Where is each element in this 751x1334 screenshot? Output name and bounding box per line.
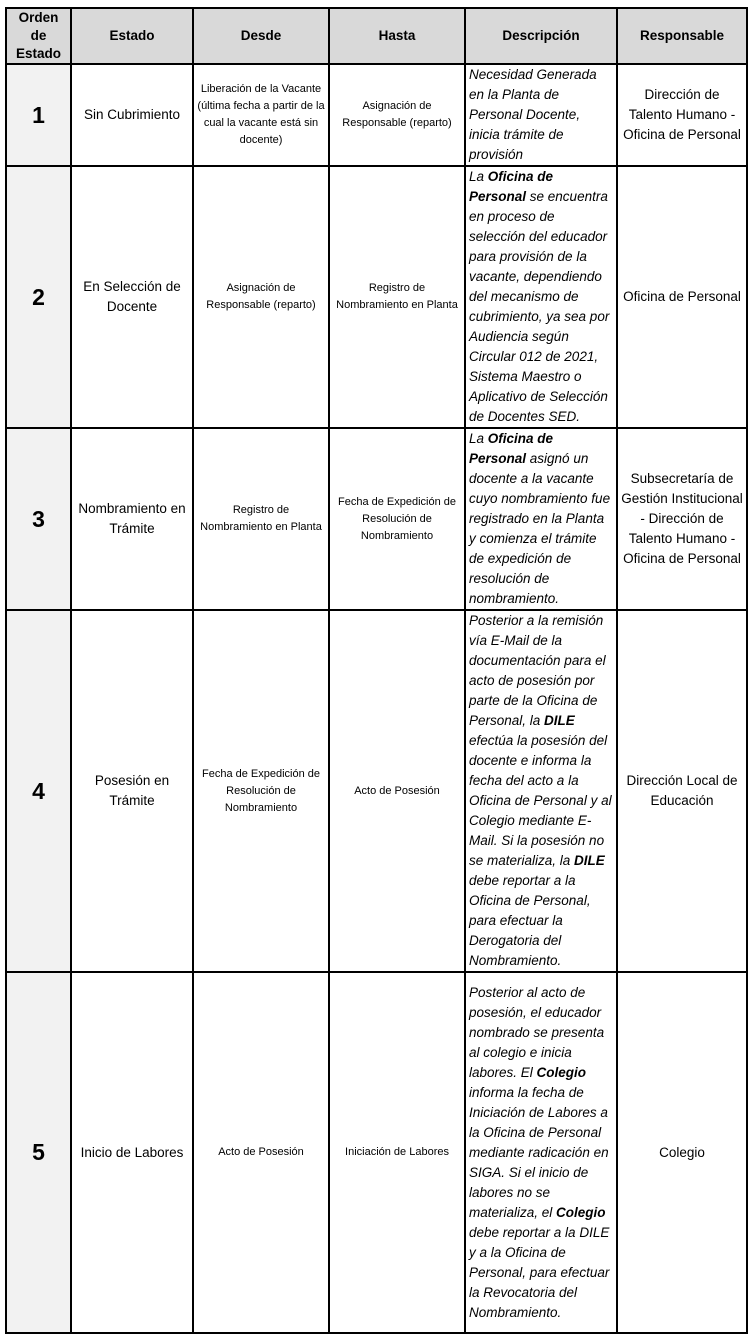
emphasis-text: Oficina de Personal	[469, 169, 554, 204]
hasta-cell: Acto de Posesión	[329, 610, 465, 972]
desde-cell: Liberación de la Vacante (última fecha a partir de la cual la vacante está sin docente)	[193, 64, 329, 166]
hasta-cell: Registro de Nombramiento en Planta	[329, 166, 465, 428]
table-header	[6, 8, 747, 64]
estados-table	[5, 7, 748, 1334]
orden-cell: 3	[6, 428, 71, 610]
table-row	[6, 166, 747, 428]
table-row	[6, 428, 747, 610]
table-body	[6, 64, 747, 1333]
estado-cell: Inicio de Labores	[71, 972, 193, 1333]
estado-cell: Posesión en Trámite	[71, 610, 193, 972]
hasta-cell: Asignación de Responsable (reparto)	[329, 64, 465, 166]
header-hasta: Hasta	[329, 8, 465, 64]
orden-cell: 5	[6, 972, 71, 1333]
header-estado: Estado	[71, 8, 193, 64]
responsable-cell: Dirección de Talento Humano - Oficina de Personal	[617, 64, 747, 166]
header-responsable: Responsable	[617, 8, 747, 64]
table-row	[6, 610, 747, 972]
desde-cell: Fecha de Expedición de Resolución de Nombramiento	[193, 610, 329, 972]
orden-cell: 2	[6, 166, 71, 428]
desde-cell: Asignación de Responsable (reparto)	[193, 166, 329, 428]
hasta-cell: Iniciación de Labores	[329, 972, 465, 1333]
emphasis-text: Oficina de Personal	[469, 431, 554, 466]
estado-cell: Sin Cubrimiento	[71, 64, 193, 166]
descripcion-cell: Posterior al acto de posesión, el educador nombrado se presenta al colegio e inicia labores. El Colegio informa la fecha de Iniciación de Labores a la Oficina de Personal mediante radicación en SIGA. Si el inicio de labores no se materializa, el Colegio debe reportar a la DILE y a la Oficina de Personal, para efectuar la Revocatoria del Nombramiento.	[465, 972, 617, 1333]
responsable-cell: Dirección Local de Educación	[617, 610, 747, 972]
responsable-cell: Oficina de Personal	[617, 166, 747, 428]
header-descripcion: Descripción	[465, 8, 617, 64]
desde-cell: Registro de Nombramiento en Planta	[193, 428, 329, 610]
orden-cell: 1	[6, 64, 71, 166]
descripcion-cell: Posterior a la remisión vía E-Mail de la documentación para el acto de posesión por parte de la Oficina de Personal, la DILE efectúa la posesión del docente e informa la fecha del acto a la Oficina de Personal y al Colegio mediante E-Mail. Si la posesión no se materializa, la DILE debe reportar a la Oficina de Personal, para efectuar la Derogatoria del Nombramiento.	[465, 610, 617, 972]
emphasis-text: Colegio	[556, 1204, 606, 1220]
header-desde: Desde	[193, 8, 329, 64]
emphasis-text: DILE	[544, 713, 575, 728]
desde-cell: Acto de Posesión	[193, 972, 329, 1333]
header-row	[6, 8, 747, 64]
table-row	[6, 64, 747, 166]
estado-cell: Nombramiento en Trámite	[71, 428, 193, 610]
responsable-cell: Colegio	[617, 972, 747, 1333]
table-row	[6, 972, 747, 1333]
responsable-cell: Subsecretaría de Gestión Institucional - Dirección de Talento Humano - Oficina de Personal	[617, 428, 747, 610]
descripcion-cell: La Oficina de Personal asignó un docente a la vacante cuyo nombramiento fue registrado en la Planta y comienza el trámite de expedición de resolución de nombramiento.	[465, 428, 617, 610]
header-orden: Orden de Estado	[6, 8, 71, 64]
descripcion-cell: Necesidad Generada en la Planta de Personal Docente, inicia trámite de provisión	[465, 64, 617, 166]
orden-cell: 4	[6, 610, 71, 972]
emphasis-text: DILE	[574, 853, 605, 868]
emphasis-text: Colegio	[536, 1064, 587, 1080]
estado-cell: En Selección de Docente	[71, 166, 193, 428]
hasta-cell: Fecha de Expedición de Resolución de Nombramiento	[329, 428, 465, 610]
descripcion-cell: La Oficina de Personal se encuentra en proceso de selección del educador para provisión de la vacante, dependiendo del mecanismo de cubrimiento, ya sea por Audiencia según Circular 012 de 2021, Sistema Maestro o Aplicativo de Selección de Docentes SED.	[465, 166, 617, 428]
